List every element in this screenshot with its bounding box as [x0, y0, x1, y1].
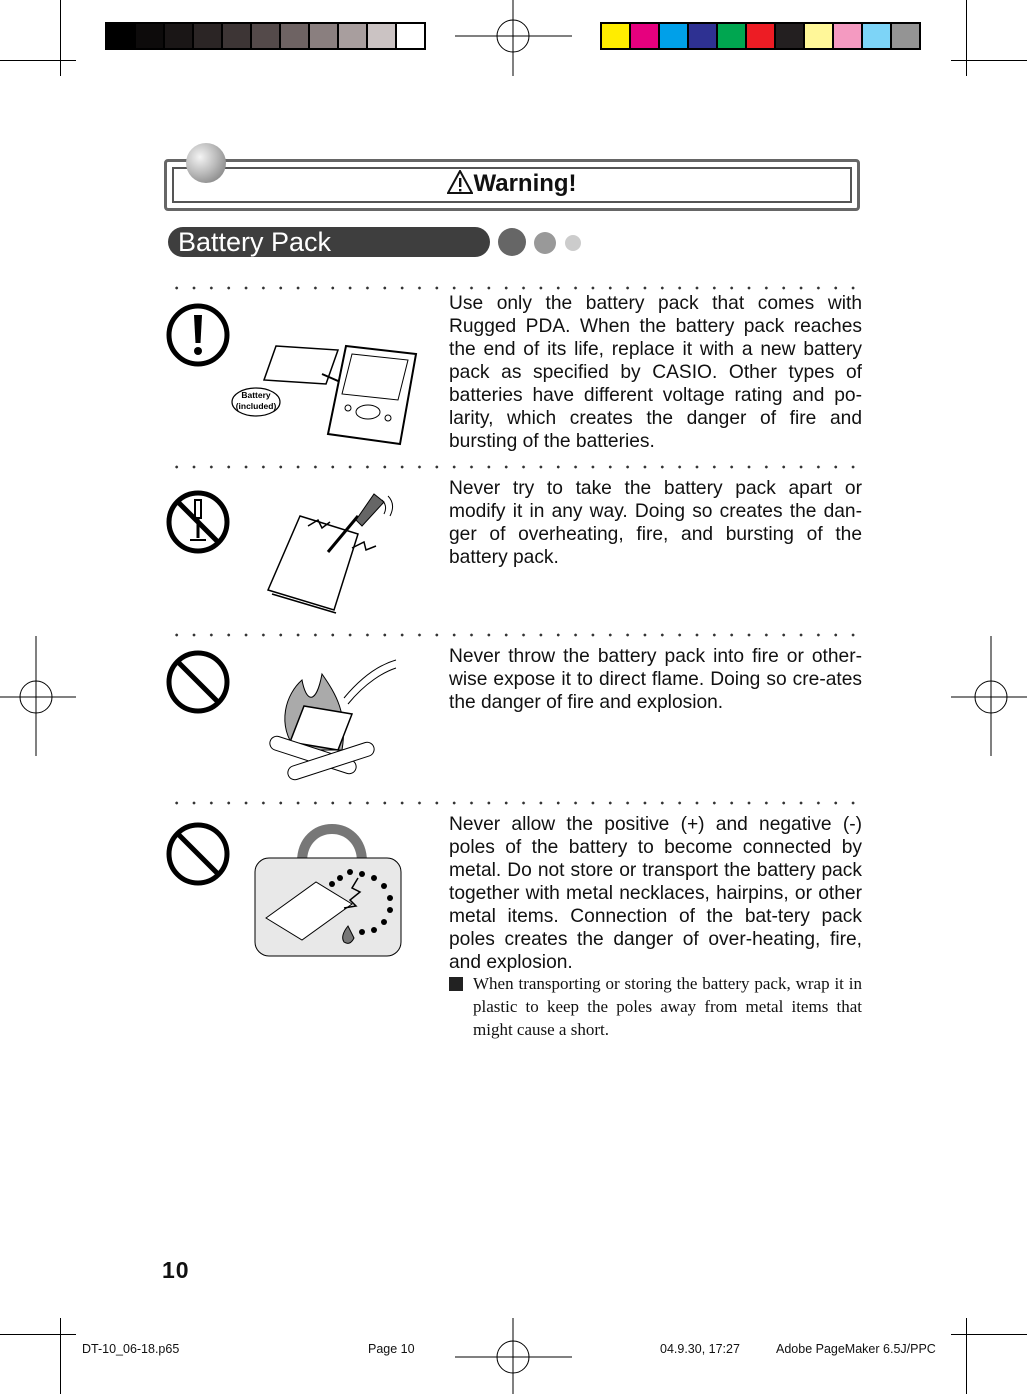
color-swatch	[397, 24, 424, 48]
fire-battery-illustration	[256, 654, 398, 786]
battery-pda-illustration	[228, 336, 444, 448]
color-swatch	[368, 24, 397, 48]
no-disassembly-icon	[166, 490, 230, 554]
color-swatch	[718, 24, 747, 48]
header-dot-large	[498, 228, 526, 256]
color-swatch	[339, 24, 368, 48]
color-swatch	[660, 24, 689, 48]
color-swatch	[281, 24, 310, 48]
page-number: 10	[162, 1257, 190, 1283]
color-swatch	[194, 24, 223, 48]
color-swatch	[805, 24, 834, 48]
prohibition-icon	[166, 822, 230, 886]
cmyk-color-bar	[600, 22, 921, 50]
footer-application: Adobe PageMaker 6.5J/PPC	[776, 1342, 936, 1356]
warning-title-text: Warning!	[473, 170, 577, 197]
battery-callout-line1: Battery	[241, 390, 271, 400]
section-title: Battery Pack	[168, 227, 490, 257]
color-swatch	[689, 24, 718, 48]
color-swatch	[892, 24, 919, 48]
note-text: When transporting or storing the battery pack, wrap it in plastic to keep the poles away from metal items that might cause a short.	[473, 974, 862, 1039]
color-swatch	[223, 24, 252, 48]
decorative-sphere	[186, 143, 226, 183]
warning-triangle-icon	[447, 170, 473, 194]
warning-title	[167, 170, 857, 198]
bullet-square-icon	[449, 977, 463, 991]
battery-callout-line2: (included)	[235, 401, 277, 411]
footer-filename: DT-10_06-18.p65	[82, 1342, 180, 1356]
gray-color-bar	[105, 22, 426, 50]
color-swatch	[310, 24, 339, 48]
warning-text-1: Use only the battery pack that comes with Rugged PDA. When the battery pack reaches the end of its life, replace it with a new battery pack as specified by CASIO. Other types of batteries have different voltage rating and po-larity, which creates the danger of fire and bursting of the batteries.	[449, 293, 862, 452]
color-swatch	[834, 24, 863, 48]
color-swatch	[165, 24, 194, 48]
color-swatch	[747, 24, 776, 48]
transport-note	[449, 972, 862, 1041]
color-swatch	[107, 24, 136, 48]
screwdriver-battery-illustration	[258, 486, 398, 614]
color-swatch	[631, 24, 660, 48]
warning-text-3: Never throw the battery pack into fire or other-wise expose it to direct flame. Doing so cre-ates the danger of fire and explosion.	[449, 646, 862, 713]
warning-text-4: Never allow the positive (+) and negative (-) poles of the battery to become connected by metal. Do not store or transport the battery pack together with metal necklaces, hairpins, or other metal items. Connection of the bat-tery pack poles creates the danger of over-heating, fire, and explosion.	[449, 814, 862, 973]
separator	[168, 633, 862, 637]
separator	[168, 465, 862, 469]
color-swatch	[136, 24, 165, 48]
prohibition-icon	[166, 650, 230, 714]
separator	[168, 801, 862, 805]
mandatory-icon	[166, 303, 230, 367]
metal-short-illustration	[252, 822, 404, 958]
color-swatch	[602, 24, 631, 48]
footer-page: Page 10	[368, 1342, 415, 1356]
warning-banner	[164, 159, 860, 211]
warning-text-2: Never try to take the battery pack apart or modify it in any way. Doing so creates the dan-ger of overheating, fire, and bursting of the battery pack.	[449, 478, 862, 568]
color-swatch	[776, 24, 805, 48]
color-swatch	[863, 24, 892, 48]
footer-timestamp: 04.9.30, 17:27	[660, 1342, 740, 1356]
separator	[168, 286, 862, 290]
header-dot-medium	[534, 232, 556, 254]
header-dot-small	[565, 235, 581, 251]
color-swatch	[252, 24, 281, 48]
